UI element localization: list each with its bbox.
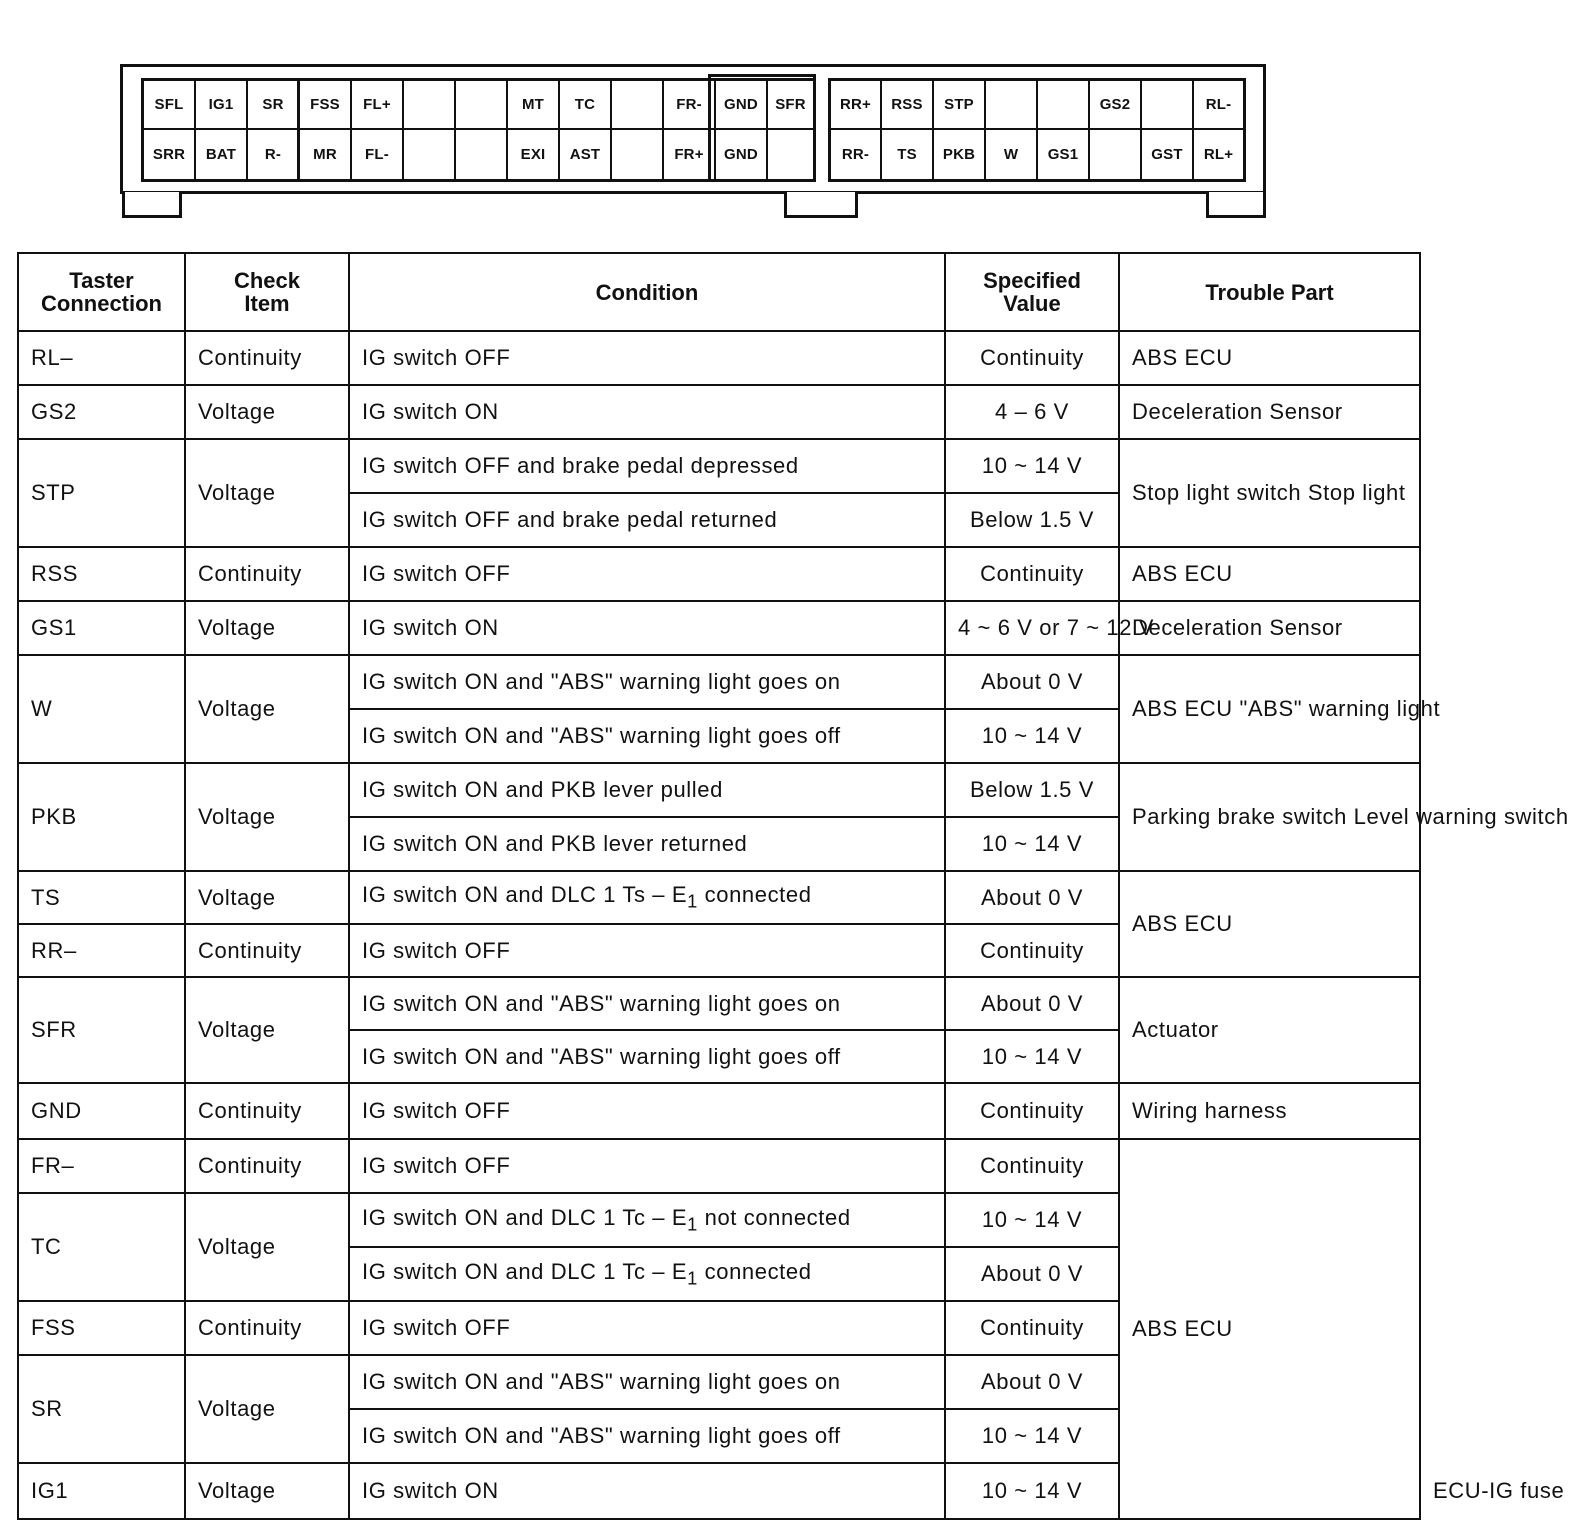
condition-cell: IG switch ON and PKB lever pulled (349, 763, 945, 817)
tester-cell: IG1 (18, 1463, 185, 1519)
value-cell: 10 ~ 14 V (945, 1030, 1119, 1083)
value-cell: Continuity (945, 547, 1119, 601)
value-cell: 4 ~ 6 V or 7 ~ 12 V (945, 601, 1119, 655)
value-cell: About 0 V (945, 871, 1119, 924)
connector-pin: EXI (508, 130, 560, 179)
value-cell: 4 – 6 V (945, 385, 1119, 439)
value-cell: About 0 V (945, 1247, 1119, 1301)
tester-cell: TC (18, 1193, 185, 1301)
condition-cell: IG switch ON and "ABS" warning light goes on (349, 655, 945, 709)
header-check-item: Check Item (185, 253, 349, 331)
connector-pin: STP (934, 81, 986, 130)
condition-cell: IG switch ON and "ABS" warning light goes on (349, 1355, 945, 1409)
check-cell: Continuity (185, 547, 349, 601)
value-cell: Continuity (945, 1301, 1119, 1355)
trouble-cell: Stop light switch Stop light (1119, 439, 1420, 547)
trouble-cell: Deceleration Sensor (1119, 601, 1420, 655)
table-row (18, 871, 1420, 924)
connector-pin: GS1 (1038, 130, 1090, 179)
condition-cell: IG switch OFF (349, 1139, 945, 1193)
connector-foot-left (122, 192, 182, 218)
value-cell: Below 1.5 V (945, 763, 1119, 817)
connector-pin: SRR (144, 130, 196, 179)
connector-pin (612, 81, 664, 130)
value-cell: Continuity (945, 1083, 1119, 1139)
connector-pin: FL+ (352, 81, 404, 130)
connector-pin-block-right (828, 78, 1246, 182)
table-row (18, 331, 1420, 385)
tester-cell: SFR (18, 977, 185, 1083)
check-cell: Continuity (185, 331, 349, 385)
connector-pin: RR- (831, 130, 882, 179)
connector-pin: FL- (352, 130, 404, 179)
value-cell: 10 ~ 14 V (945, 1409, 1119, 1463)
connector-pin (404, 130, 456, 179)
check-cell: Voltage (185, 1193, 349, 1301)
trouble-cell: Actuator (1119, 977, 1420, 1083)
condition-cell: IG switch ON (349, 601, 945, 655)
connector-pin: MT (508, 81, 560, 130)
table-row (18, 601, 1420, 655)
condition-cell: IG switch OFF (349, 924, 945, 977)
connector-pin: GND (716, 130, 768, 179)
header-trouble-part: Trouble Part (1119, 253, 1420, 331)
check-cell: Voltage (185, 871, 349, 924)
connector-pin (1090, 130, 1142, 179)
check-cell: Voltage (185, 1463, 349, 1519)
tester-cell: RL– (18, 331, 185, 385)
condition-cell: IG switch ON and "ABS" warning light goes off (349, 1030, 945, 1083)
check-cell: Continuity (185, 1083, 349, 1139)
condition-cell: IG switch ON (349, 385, 945, 439)
connector-pin (612, 130, 664, 179)
check-cell: Voltage (185, 601, 349, 655)
header-tester-connection: Taster Connection (18, 253, 185, 331)
tester-cell: GS2 (18, 385, 185, 439)
value-cell: Below 1.5 V (945, 493, 1119, 547)
trouble-cell: ABS ECU (1119, 1139, 1420, 1519)
connector-pin: FR+ (664, 130, 716, 179)
tester-cell: PKB (18, 763, 185, 871)
condition-cell: IG switch OFF (349, 331, 945, 385)
connector-pin: FSS (300, 81, 352, 130)
connector-pin-block-left (141, 78, 816, 182)
condition-cell: IG switch ON and PKB lever returned (349, 817, 945, 871)
check-cell: Continuity (185, 924, 349, 977)
check-cell: Voltage (185, 655, 349, 763)
trouble-cell: ABS ECU (1119, 331, 1420, 385)
connector-pin: TS (882, 130, 934, 179)
check-cell: Voltage (185, 977, 349, 1083)
condition-cell: IG switch OFF and brake pedal returned (349, 493, 945, 547)
trouble-cell: ABS ECU (1119, 871, 1420, 977)
connector-pin (1142, 81, 1194, 130)
check-cell: Voltage (185, 763, 349, 871)
tester-cell: STP (18, 439, 185, 547)
condition-cell: IG switch ON and "ABS" warning light goes on (349, 977, 945, 1030)
check-cell: Continuity (185, 1139, 349, 1193)
check-cell: Voltage (185, 439, 349, 547)
trouble-cell: Wiring harness (1119, 1083, 1420, 1139)
header-condition: Condition (349, 253, 945, 331)
table-row (18, 1083, 1420, 1139)
connector-pin: RL- (1194, 81, 1243, 130)
value-cell: 10 ~ 14 V (945, 1193, 1119, 1247)
value-cell: 10 ~ 14 V (945, 1463, 1119, 1519)
tester-cell: GS1 (18, 601, 185, 655)
check-cell: Voltage (185, 385, 349, 439)
connector-pin: FR- (664, 81, 716, 130)
tester-cell: RR– (18, 924, 185, 977)
connector-pin: IG1 (196, 81, 248, 130)
table-row (18, 655, 1420, 709)
table-row (18, 439, 1420, 493)
connector-pin: SFL (144, 81, 196, 130)
tester-cell: SR (18, 1355, 185, 1463)
connector-pin: RL+ (1203, 146, 1234, 163)
value-cell: 10 ~ 14 V (945, 439, 1119, 493)
condition-cell: IG switch ON and DLC 1 Tc – $E_1$ not connected (349, 1193, 945, 1247)
connector-pin (456, 81, 508, 130)
connector-pin: RSS (882, 81, 934, 130)
connector-pin (1038, 81, 1090, 130)
trouble-cell: Deceleration Sensor (1119, 385, 1420, 439)
value-cell: 10 ~ 14 V (945, 817, 1119, 871)
tester-connection-table (17, 252, 1569, 1520)
table-header-row (18, 253, 1420, 331)
value-cell: Continuity (945, 924, 1119, 977)
check-cell: Voltage (185, 1355, 349, 1463)
connector-pin: GND (716, 81, 768, 130)
condition-cell: IG switch OFF (349, 547, 945, 601)
tester-cell: W (18, 655, 185, 763)
trouble-cell: Parking brake switch Level warning switch (1119, 763, 1420, 871)
connector-pin: R- (248, 130, 300, 179)
condition-cell: IG switch OFF (349, 1083, 945, 1139)
table-row (18, 385, 1420, 439)
condition-cell: IG switch ON and DLC 1 Tc – $E_1$ connected (349, 1247, 945, 1301)
connector-pin: SFR (768, 81, 813, 130)
connector-pin (768, 130, 813, 179)
condition-cell: IG switch ON (349, 1463, 945, 1519)
value-cell: About 0 V (945, 977, 1119, 1030)
connector-pin (404, 81, 456, 130)
connector-pin (456, 130, 508, 179)
connector-pin (986, 81, 1038, 130)
value-cell: 10 ~ 14 V (945, 709, 1119, 763)
connector-pin: W (986, 130, 1038, 179)
trouble-cell: ABS ECU (1119, 547, 1420, 601)
table-row: IG1 Voltage IG switch ON 10 ~ 14 V ECU-IG fuse (18, 1463, 1420, 1519)
table-row (18, 1139, 1420, 1193)
condition-cell: IG switch OFF (349, 1301, 945, 1355)
value-cell: Continuity (945, 1139, 1119, 1193)
table-row (18, 977, 1420, 1030)
value-cell: About 0 V (945, 655, 1119, 709)
connector-pin: BAT (196, 130, 248, 179)
condition-cell: IG switch ON and "ABS" warning light goes off (349, 1409, 945, 1463)
value-cell: Continuity (945, 331, 1119, 385)
table-row (18, 547, 1420, 601)
connector-pin: RR+ (831, 81, 882, 130)
tester-cell: FR– (18, 1139, 185, 1193)
condition-cell: IG switch ON and "ABS" warning light goes off (349, 709, 945, 763)
value-cell: About 0 V (945, 1355, 1119, 1409)
connector-foot-right (1206, 192, 1266, 218)
condition-cell: IG switch OFF and brake pedal depressed (349, 439, 945, 493)
connector-pin: TC (560, 81, 612, 130)
table-row (18, 763, 1420, 817)
connector-pin: GS2 (1090, 81, 1142, 130)
header-specified-value: Specified Value (945, 253, 1119, 331)
connector-pin: AST (560, 130, 612, 179)
connector-pin: GST (1142, 130, 1194, 179)
tester-cell: FSS (18, 1301, 185, 1355)
tester-cell: GND (18, 1083, 185, 1139)
tester-cell: TS (18, 871, 185, 924)
connector-pin: MR (300, 130, 352, 179)
trouble-cell: ABS ECU "ABS" warning light (1119, 655, 1420, 763)
tester-cell: RSS (18, 547, 185, 601)
connector-pin: SR (248, 81, 300, 130)
check-cell: Continuity (185, 1301, 349, 1355)
connector-pin: PKB (934, 130, 986, 179)
connector-foot-middle (784, 192, 858, 218)
condition-cell: IG switch ON and DLC 1 Ts – $E_1$ connected (349, 871, 945, 924)
